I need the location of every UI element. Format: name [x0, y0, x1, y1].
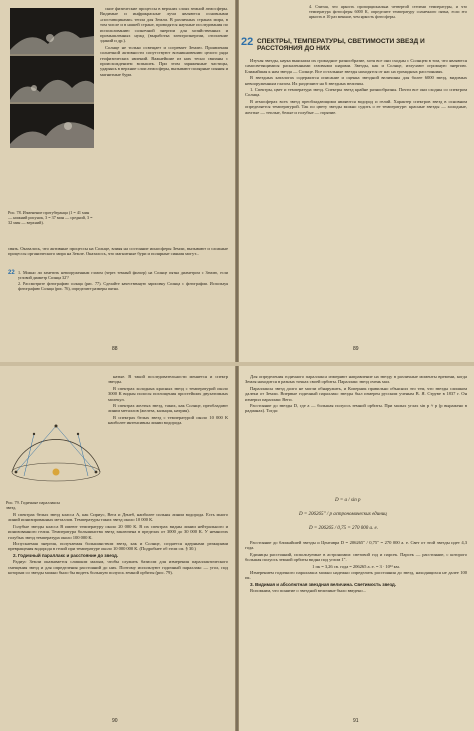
top-spread	[0, 0, 474, 362]
text-column	[245, 374, 467, 415]
exercise-number: 22	[8, 270, 15, 276]
paragraph: 1. Спектры, цвет и температура звезд. Спектры звезд крайне разнообразны. Почти все они сходны со спектром Солнца.	[245, 87, 467, 98]
subheading-text: 3. Видимая и абсолютная звездная величина. Светимость звезд.	[250, 581, 397, 587]
figure-caption-78: Рис. 78. Изменение протуберанца (1 = 41 мин — нижний рисунок, 3 = 37 мин — средний, 3 = 32 мин — верхний).	[8, 210, 93, 225]
paragraph: Параллаксы звезд долго не могли обнаружить, и Коперник правильно объяснил это тем, что звезды слишком далеки от Земли. Впервые годичный параллакс звезды был измерен русским ученым В. Я. Струве в 1837 г. Он измерил параллакс Веги.	[245, 385, 467, 402]
text-column	[108, 374, 228, 427]
subheading-text: 2. Годичный параллакс и расстояние до звезд.	[13, 552, 119, 558]
note: 4. Считая, что яркость пропорциональна четвертой степени температуры, и что температура фотосферы 6000 К, определите температуру солнечного пятна, если его яркость в 10 раз меньше, чем яркость фотосферы.	[309, 4, 467, 19]
paragraph: Испускаемая энергия, получаемая большинством звезд, как и Солнце, создается ядерными реакциями превращения водорода в гелий при температуре около 10 000 000 К. (Подробнее об этом см. § 30.)	[8, 541, 228, 552]
parallax-diagram	[4, 376, 104, 496]
text-column	[100, 6, 228, 78]
bottom-spread	[0, 366, 474, 731]
text-column	[245, 540, 467, 595]
page-number: 89	[353, 346, 359, 352]
paragraph: В атмосферах всех звезд преобладающими являются водород и гелий. Характер спектров звезд в основном определяется температурой. Так по цвету звезды можно судить о ее температуре: красные звезды — холодные, желтые — теплые, белые и голубые — горячие.	[245, 98, 467, 115]
paragraph: Изучая звезды, наука выяснила их громадное разнообразие, хотя все они сходны с Солнцем в том, что являются самосветящимися раскаленными газовыми шарами. Звезды, как и Солнце, излучают огромную энергию. Ближайшая к нам звезда — Солнце. Все остальные звезды находятся от нас на громадных расстояниях.	[245, 58, 467, 74]
page-number: 91	[353, 718, 359, 724]
exercises	[18, 270, 228, 292]
page-89	[239, 0, 474, 362]
paragraph: В спектрах холодных красных звезд с температурой около 3000 К видны полосы поглощения простейших двухатомных молекул.	[108, 385, 228, 402]
paragraph: связь. Оказалось, что активные процессы на Солнце, влияя на состояние ионосферы Земли, вызывают и сложные процессы органического мира на Земле. Оказалось, что магнитные бури и полярные сияния могут...	[8, 246, 228, 257]
page-91	[239, 366, 474, 731]
prominence-photo	[10, 8, 94, 148]
formula-distance: D = a / sin p	[335, 498, 361, 503]
figure-caption-79: Рис. 79. Годичные параллаксы звезд.	[6, 500, 60, 510]
subheading	[8, 553, 228, 558]
paragraph: Вспомним, что понятие о звездной величине было введено...	[250, 588, 366, 594]
paragraph: Единицы расстояний, используемые в астрономии: световой год и парсек. Парсек — расстояние, с которого большая полуось земной орбиты видна под углом 1″.	[245, 551, 467, 563]
subheading	[245, 582, 467, 587]
exercise-item: 1. Можно ли заметить невооруженным глазом (через темный фильтр) на Солнце пятна диаметром с Землю, если угловой диаметр Солнца 32′?	[18, 270, 228, 280]
formula-parsec: D = 206265″ / p астрономических единиц	[299, 512, 387, 517]
paragraph: В спектрах белых звезд класса А, как Сириус, Вега и Денеб, наиболее сильны линии водорода. Есть много линий ионизированных металлов. Температуры таких звезд около 10 000 К.	[8, 512, 228, 523]
exercise-item: 2. Рассмотрите фотографию солнца (рис. 77). Сделайте качественную зарисовку Солнца с фотографии. Используя фотографию Солнца (рис. 76), определите размеры пятна.	[18, 281, 228, 291]
bottom-paragraph	[8, 246, 228, 258]
prominence-image	[10, 8, 94, 148]
text-column	[8, 512, 228, 576]
paragraph: Солнце не только освещает и согревает Землю. Проявления солнечной активности сопутствуют возникновению целого ряда геофизических явлений. Важнейшие из них тесно связаны с происхождением вспышек. При этом заряженные частицы, ударяясь в верхние слои атмосферы, вызывают полярные сияния и магнитные бури.	[100, 44, 228, 77]
paragraph: Радиус Земли оказывается слишком малым, чтобы служить базисом для измерения параллактического смещения звезд и для определения расстояний до них. Поэтому используют годичный параллакс — угол, под которым со звезды можно было бы видеть большую полуось земной орбиты (рис. 79).	[8, 559, 228, 576]
section-number: 22	[241, 36, 254, 48]
paragraph: ские физические процессы в верхних слоях земной атмосферы. Видимые и инфракрасные лучи являются основными «поставщиками» тепла для Земли. В различных странах мира, в том числе и в нашей стране, проводятся научные исследования по использованию солнечной энергии для хозяйственных и промышленных нужд (выработка электроэнергии, отопление зданий и др.).	[100, 6, 228, 44]
paragraph: Расстояние до звезды D, где a — большая полуось земной орбиты. При малых углах sin p ≈ p (p выражено в радианах). Тогда:	[245, 403, 467, 414]
paragraph: В спектрах белых звезд с температурой около 10 000 К наиболее интенсивны линии водорода.	[108, 414, 228, 426]
page-90	[0, 366, 235, 731]
page-number: 90	[112, 718, 118, 724]
formula-alpha-centauri: D = 206265 / 0,75 = 270 000 а. е.	[309, 526, 378, 531]
paragraph: натые. В такой последовательности меняется и спектр звезды.	[108, 374, 228, 385]
top-note	[309, 4, 467, 20]
paragraph: 1 пк = 3,26 св. года = 206265 а. е. = 3 · 10¹³ км.	[312, 563, 400, 569]
paragraph: Измерением годичного параллакса можно надежно определить расстояния до звезд, находящихся не далее 100 пк.	[245, 570, 467, 581]
paragraph: Для определения годичного параллакса измеряют направление на звезду в различные моменты времени, когда Земля находится в разных точках своей орбиты. Параллакс звезд очень мал.	[245, 374, 467, 385]
page-number: 88	[112, 346, 118, 352]
paragraph: Расстояние до ближайшей звезды α Центавра D = 206265″ / 0,75″ = 270 000 а. е. Свет от этой звезды идет 4,3 года.	[245, 540, 467, 551]
page-88	[0, 0, 235, 362]
section-heading: СПЕКТРЫ, ТЕМПЕРАТУРЫ, СВЕТИМОСТИ ЗВЕЗД И РАССТОЯНИЯ ДО НИХ	[257, 38, 425, 53]
paragraph: Голубые звезды класса В имеют температуру около 20 000 К. В их спектрах видны линии нейтрального и ионизованного гелия. Температура большинства звезд заключена в пределах от 3000 до 30 000 К. У немногих голубых звезд температура около 100 000 К.	[8, 523, 228, 540]
paragraph: В звездных каталогах содержится описание и оценка звездной величины для более 6000 звезд, видимых невооруженным глазом. Их разделяют на 6 звездных величин.	[245, 75, 467, 86]
text-column	[245, 58, 467, 116]
parallax-figure	[4, 376, 104, 496]
paragraph: В спектрах желтых звезд, таких, как Солнце, преобладают линии металлов (железа, кальция, натрия).	[108, 403, 228, 414]
